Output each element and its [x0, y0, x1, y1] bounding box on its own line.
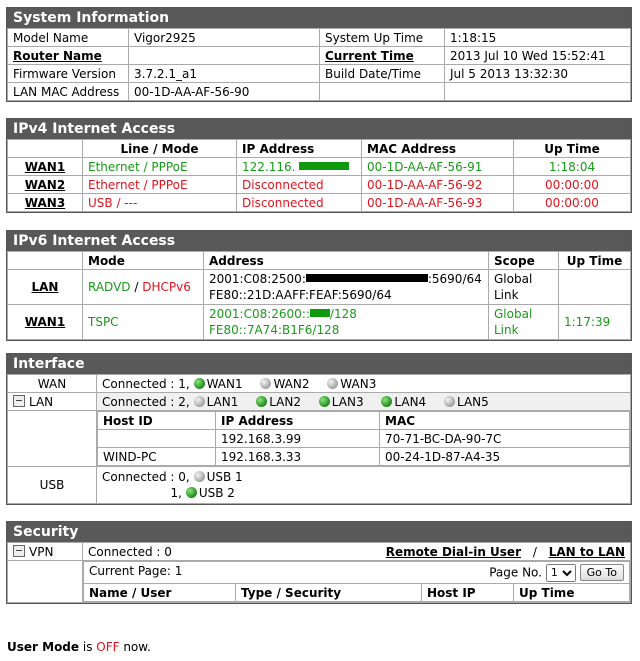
port-label: LAN3 — [331, 394, 364, 409]
model-name-value: Vigor2925 — [129, 29, 320, 47]
wan1-ip — [237, 158, 362, 176]
column-header: Up Time — [514, 584, 630, 602]
interface-header: Interface — [7, 354, 631, 374]
current-time-value: 2013 Jul 10 Wed 15:52:41 — [445, 47, 631, 65]
lan-host-table — [97, 411, 630, 466]
wan3-ip: Disconnected — [237, 194, 362, 212]
ipv6-lan-uptime — [559, 270, 631, 305]
lan-label: LAN — [29, 394, 54, 409]
wan1-mode: Ethernet / PPPoE — [83, 158, 237, 176]
lan1-port[interactable] — [194, 395, 239, 409]
page-no-label: Page No. — [489, 565, 542, 579]
user-mode-label: User Mode — [7, 640, 80, 654]
lan-connected-count: Connected : 2, — [102, 394, 190, 409]
page-select[interactable] — [546, 564, 576, 582]
lan4-port[interactable] — [381, 395, 426, 409]
empty-cell — [8, 561, 83, 603]
model-name-label: Model Name — [8, 29, 129, 47]
table-row — [8, 411, 631, 467]
ipv6-wan1-address — [204, 305, 489, 340]
ipv6-wan1-link[interactable]: WAN1 — [8, 305, 83, 340]
wan-label: WAN — [8, 375, 97, 393]
current-page: Current Page: 1 — [89, 563, 183, 578]
column-header — [8, 252, 83, 270]
table-row — [8, 158, 631, 176]
link-separator: / — [532, 544, 537, 559]
wan2-ip: Disconnected — [237, 176, 362, 194]
column-header: Address — [204, 252, 489, 270]
remote-dial-in-user-link[interactable]: Remote Dial-in User — [385, 544, 521, 559]
host-ip: 192.168.3.33 — [216, 448, 380, 466]
table-row — [8, 305, 631, 340]
table-row — [8, 65, 631, 83]
table-row — [8, 375, 631, 393]
wan3-mac: 00-1D-AA-AF-56-93 — [362, 194, 514, 212]
empty-cell — [8, 411, 97, 467]
table-row — [8, 543, 631, 561]
wan-link-addr: FE80::7A74:B1F6/128 — [209, 323, 340, 337]
host-ip: 192.168.3.99 — [216, 430, 380, 448]
current-time-link[interactable]: Current Time — [320, 47, 445, 65]
security-header: Security — [7, 522, 631, 542]
wan3-mode: USB / --- — [83, 194, 237, 212]
collapse-icon[interactable] — [13, 395, 25, 407]
lan3-port[interactable] — [319, 395, 364, 409]
ipv6-wan1-mode: TSPC — [83, 305, 204, 340]
port-status-icon — [444, 396, 455, 407]
table-header-row — [98, 412, 630, 430]
port-label: LAN4 — [394, 394, 427, 409]
router-name-link[interactable]: Router Name — [8, 47, 129, 65]
column-header: Line / Mode — [83, 140, 237, 158]
wan-connected-count: Connected : 1, — [102, 376, 190, 391]
user-mode-is: is — [79, 640, 97, 654]
wan1-port[interactable] — [194, 377, 243, 391]
vpn-sessions-table — [83, 561, 630, 602]
host-mac: 70-71-BC-DA-90-7C — [380, 430, 630, 448]
port-label: LAN2 — [269, 394, 301, 409]
table-row — [8, 561, 631, 603]
ipv6-header: IPv6 Internet Access — [7, 231, 631, 251]
ipv6-lan-mode — [83, 270, 204, 305]
system-information-table — [7, 28, 631, 101]
usb2-port[interactable] — [186, 485, 235, 501]
column-header: MAC Address — [362, 140, 514, 158]
port-status-icon — [256, 396, 267, 407]
scope-link: Link — [494, 323, 519, 337]
ipv4-panel — [6, 118, 632, 213]
usb1-port[interactable] — [194, 469, 243, 485]
system-information-panel — [6, 7, 632, 102]
column-header: Type / Security — [236, 584, 422, 602]
mode-separator: / — [130, 280, 143, 294]
lan-global-addr-suffix: :5690/64 — [427, 272, 482, 286]
wan2-mac: 00-1D-AA-AF-56-92 — [362, 176, 514, 194]
empty-cell — [445, 83, 631, 101]
scope-global: Global — [494, 307, 533, 321]
table-header-row — [8, 140, 631, 158]
column-header: Up Time — [559, 252, 631, 270]
wan3-link[interactable]: WAN3 — [8, 194, 83, 212]
security-panel — [6, 521, 632, 604]
port-status-icon — [319, 396, 330, 407]
port-label: WAN1 — [206, 376, 243, 391]
address-redaction-bar — [310, 309, 330, 317]
go-to-button[interactable]: Go To — [580, 564, 624, 581]
wan-global-addr-prefix: 2001:C08:2600:: — [209, 307, 310, 321]
ipv6-lan-address — [204, 270, 489, 305]
interface-panel — [6, 353, 632, 505]
uptime-label: System Up Time — [320, 29, 445, 47]
build-date-label: Build Date/Time — [320, 65, 445, 83]
ipv6-table — [7, 251, 631, 340]
lan2-port[interactable] — [256, 395, 301, 409]
table-row — [8, 47, 631, 65]
wan3-port[interactable] — [327, 377, 376, 391]
lan-link-addr: FE80::21D:AAFF:FEAF:5690/64 — [209, 288, 392, 302]
wan2-uptime: 00:00:00 — [514, 176, 631, 194]
router-name-value — [129, 47, 320, 65]
wan2-link[interactable]: WAN2 — [8, 176, 83, 194]
column-header: Host IP — [422, 584, 514, 602]
pager-cell — [84, 562, 630, 584]
dhcpv6-label: DHCPv6 — [142, 280, 191, 294]
vpn-sessions-cell — [83, 561, 631, 603]
port-status-icon — [381, 396, 392, 407]
port-label: USB 2 — [198, 486, 235, 500]
port-label: USB 1 — [206, 470, 243, 484]
port-status-icon — [186, 487, 197, 498]
ipv6-panel — [6, 230, 632, 341]
host-mac: 00-24-1D-87-A4-35 — [380, 448, 630, 466]
user-mode-suffix: now. — [119, 640, 151, 654]
lan-ports — [97, 393, 631, 411]
column-header: Mode — [83, 252, 204, 270]
radvd-label: RADVD — [88, 280, 131, 294]
port-status-icon — [260, 378, 271, 389]
host-id — [98, 430, 216, 448]
table-header-row — [84, 584, 630, 602]
wan2-port[interactable] — [260, 377, 309, 391]
ip-redaction-bar — [299, 162, 349, 170]
lan-mac-value: 00-1D-AA-AF-56-90 — [129, 83, 320, 101]
table-row — [8, 270, 631, 305]
port-status-icon — [194, 471, 205, 482]
column-header: IP Address — [237, 140, 362, 158]
port-status-icon — [194, 396, 205, 407]
user-mode-state: OFF — [96, 640, 120, 654]
ipv4-header: IPv4 Internet Access — [7, 119, 631, 139]
column-header: Host ID — [98, 412, 216, 430]
lan-label-cell[interactable] — [8, 393, 97, 411]
system-information-header: System Information — [7, 8, 631, 28]
wan1-ip-text: 122.116. — [242, 159, 296, 174]
user-mode-status — [7, 640, 151, 654]
table-row — [8, 176, 631, 194]
table-row — [8, 29, 631, 47]
port-status-icon — [194, 378, 205, 389]
host-table-cell — [97, 411, 631, 467]
table-row — [98, 448, 630, 466]
build-date-value: Jul 5 2013 13:32:30 — [445, 65, 631, 83]
usb-ports — [97, 467, 631, 504]
lan-mac-label: LAN MAC Address — [8, 83, 129, 101]
vpn-summary — [83, 543, 631, 561]
scope-link: Link — [494, 288, 519, 302]
wan-global-addr-suffix: /128 — [329, 307, 357, 321]
vpn-label: VPN — [29, 544, 54, 559]
table-row — [8, 467, 631, 504]
column-header: Scope — [489, 252, 559, 270]
table-row — [8, 393, 631, 411]
column-header: MAC — [380, 412, 630, 430]
wan1-link[interactable]: WAN1 — [8, 158, 83, 176]
ipv6-lan-link[interactable]: LAN — [8, 270, 83, 305]
wan2-mode: Ethernet / PPPoE — [83, 176, 237, 194]
empty-cell — [320, 83, 445, 101]
interface-table — [7, 374, 631, 504]
wan1-uptime: 1:18:04 — [514, 158, 631, 176]
usb-connected-count: Connected : 0, — [102, 470, 190, 484]
column-header: IP Address — [216, 412, 380, 430]
table-row — [8, 194, 631, 212]
column-header: Up Time — [514, 140, 631, 158]
host-id: WIND-PC — [98, 448, 216, 466]
port-label: LAN5 — [457, 394, 489, 409]
usb-count-indent: 1, — [170, 486, 182, 500]
port-label: LAN1 — [206, 394, 239, 409]
scope-global: Global — [494, 272, 533, 286]
pager-row — [84, 562, 630, 584]
wan-ports — [97, 375, 631, 393]
table-row — [8, 83, 631, 101]
address-redaction-bar — [306, 274, 428, 282]
vpn-label-cell[interactable] — [8, 543, 83, 561]
lan5-port[interactable] — [444, 395, 489, 409]
vpn-connected-count: Connected : 0 — [88, 544, 172, 559]
usb-label: USB — [8, 467, 97, 504]
wan3-uptime: 00:00:00 — [514, 194, 631, 212]
lan-global-addr-prefix: 2001:C08:2500: — [209, 272, 306, 286]
table-header-row — [8, 252, 631, 270]
port-label: WAN3 — [340, 376, 377, 391]
port-label: WAN2 — [273, 376, 310, 391]
uptime-value: 1:18:15 — [445, 29, 631, 47]
ipv6-wan1-scope — [489, 305, 559, 340]
wan1-mac: 00-1D-AA-AF-56-91 — [362, 158, 514, 176]
ipv4-table — [7, 139, 631, 212]
lan-to-lan-link[interactable]: LAN to LAN — [548, 544, 625, 559]
port-status-icon — [327, 378, 338, 389]
collapse-icon[interactable] — [13, 545, 25, 557]
firmware-label: Firmware Version — [8, 65, 129, 83]
column-header — [8, 140, 83, 158]
ipv6-wan1-uptime: 1:17:39 — [559, 305, 631, 340]
firmware-value: 3.7.2.1_a1 — [129, 65, 320, 83]
column-header: Name / User — [84, 584, 236, 602]
security-table — [7, 542, 631, 603]
ipv6-lan-scope — [489, 270, 559, 305]
table-row — [98, 430, 630, 448]
